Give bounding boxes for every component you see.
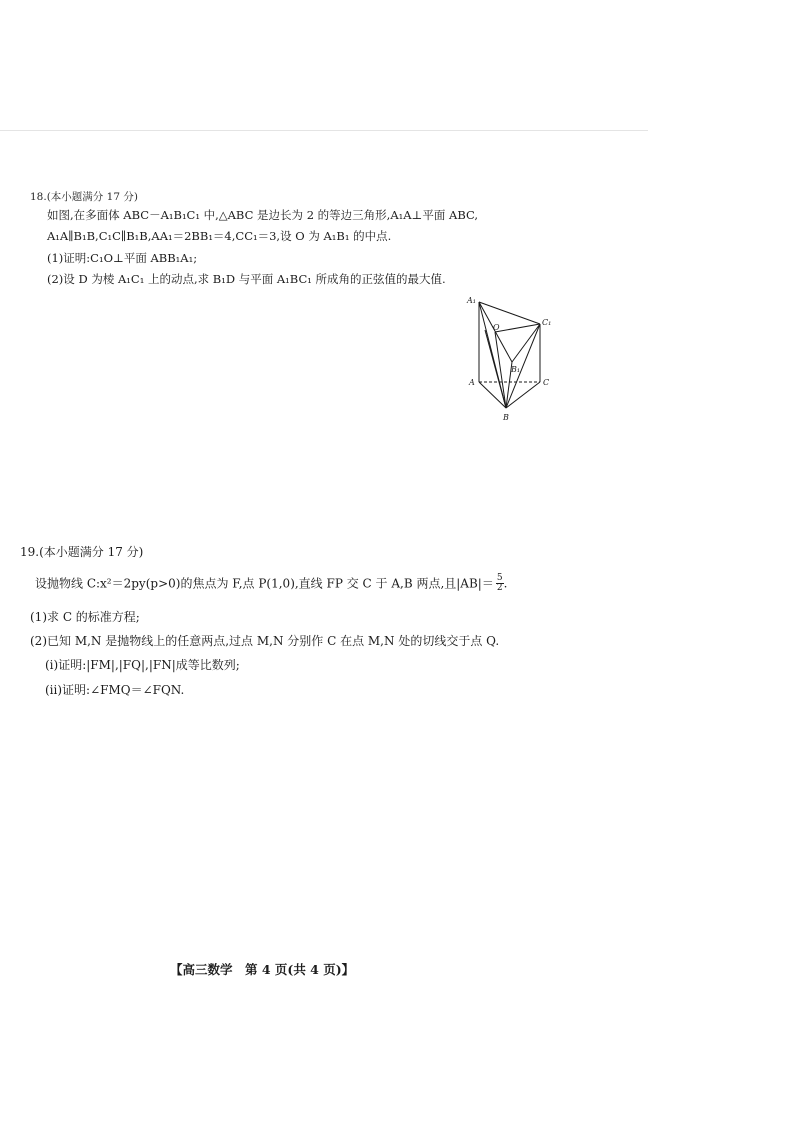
edge-A1C1 (479, 302, 540, 324)
label-C1: C₁ (542, 318, 552, 327)
page-footer: 【高三数学 第 4 页(共 4 页)】 (170, 962, 355, 977)
q19-statement (35, 574, 507, 594)
q19-part-2-ii: (ii)证明:∠FMQ＝∠FQN. (45, 683, 185, 697)
q18-part-2: (2)设 D 为棱 A₁C₁ 上的动点,求 B₁D 与平面 A₁BC₁ 所成角的正弦值的最大值. (47, 272, 446, 286)
q19-part-2-i: (i)证明:|FM|,|FQ|,|FN|成等比数列; (45, 658, 240, 672)
q18-polyhedron-figure (455, 290, 565, 425)
q19-ab-fraction (496, 574, 504, 594)
q19-heading: 19.(本小题满分 17 分) (20, 545, 144, 559)
top-divider (0, 130, 648, 131)
label-O: O (493, 323, 500, 332)
label-B: B (503, 413, 509, 422)
edge-AB (479, 382, 506, 408)
q19-statement-end: . (503, 576, 508, 591)
label-A: A (469, 378, 475, 387)
edge-B1C1 (512, 324, 540, 362)
q18-statement-line-2: A₁A∥B₁B,C₁C∥B₁B,AA₁＝2BB₁＝4,CC₁＝3,设 O 为 A₁B₁ 的中点. (47, 229, 392, 243)
q18-heading: 18.(本小题满分 17 分) (30, 191, 138, 203)
fraction-denominator: 2 (496, 583, 503, 594)
segment-A1B-inner (485, 330, 506, 408)
label-C: C (543, 378, 550, 387)
fraction-numerator: 5 (496, 573, 503, 583)
segment-OC1 (495, 324, 540, 332)
q19-part-1: (1)求 C 的标准方程; (30, 610, 140, 624)
label-B1: B₁ (511, 365, 521, 374)
label-A1: A₁ (467, 296, 476, 305)
q19-part-2: (2)已知 M,N 是抛物线上的任意两点,过点 M,N 分别作 C 在点 M,N 处的切线交于点 Q. (30, 634, 500, 648)
q18-part-1: (1)证明:C₁O⊥平面 ABB₁A₁; (47, 251, 198, 265)
q19-statement-text: 设抛物线 C:x²＝2py(p>0)的焦点为 F,点 P(1,0),直线 FP 交 C 于 A,B 两点,且|AB|＝ (35, 576, 494, 591)
q18-statement-line-1: 如图,在多面体 ABC－A₁B₁C₁ 中,△ABC 是边长为 2 的等边三角形,A₁A⊥平面 ABC, (47, 208, 479, 222)
